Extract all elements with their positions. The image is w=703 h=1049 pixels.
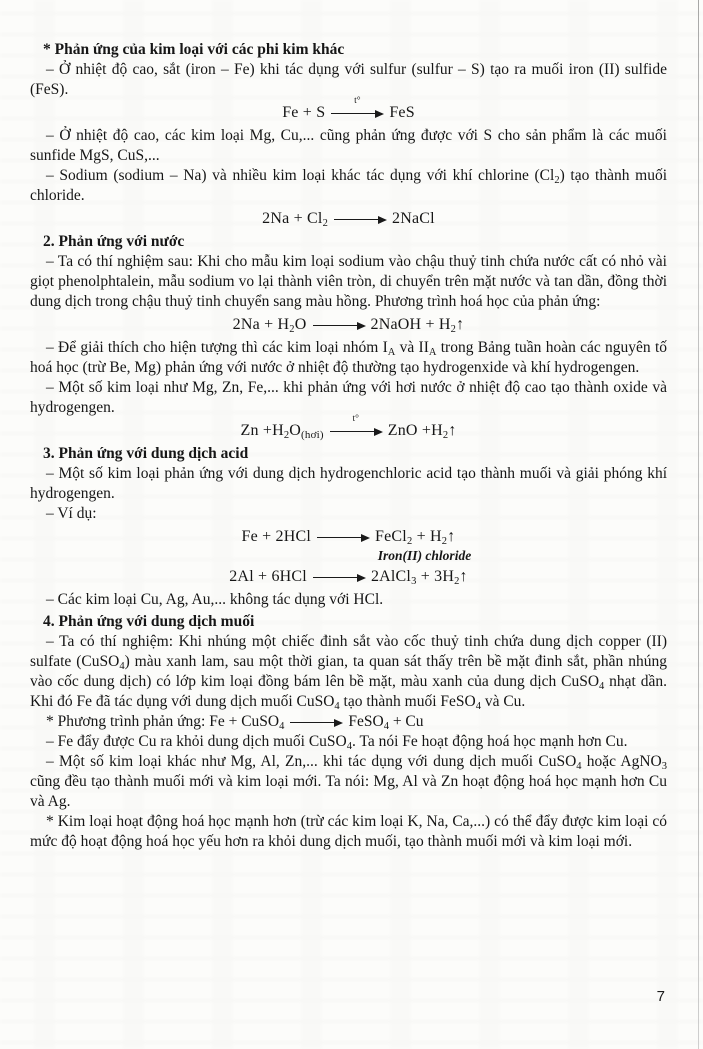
reaction-arrow-icon	[333, 211, 387, 224]
chemical-equation-na-cl2: $2Na + Cl_2$ 2NaCl	[262, 210, 435, 229]
section-heading-muoi: 4. Phản ứng với dung dịch muối	[43, 613, 255, 630]
reaction-arrow-icon	[312, 317, 366, 330]
paragraph: – Fe đẩy được Cu ra khỏi dung dịch muối CuSO$_4$. Ta nói Fe hoạt động hoá học mạnh hơn Cu.	[46, 733, 628, 752]
paragraph: – Sodium (sodium – Na) và nhiều kim loại khác tác dụng với khí chlorine $(Cl_2)$ tạo thành muối chloride.	[30, 167, 668, 204]
chemical-equation-fe-hcl: Fe + 2HCl FeCl$_2$ + $H_2↑$	[241, 528, 456, 547]
reaction-arrow-icon	[289, 714, 343, 727]
paragraph: – Các kim loại Cu, Ag, Au,... không tác dụng với HCl.	[46, 591, 384, 608]
paragraph: – Để giải thích cho hiện tượng thì các kim loại nhóm $I_A$ và $II_A$ trong Bảng tuần hoàn các nguyên tố hoá học (trừ Be, Mg) phản ứng với nước ở nhiệt độ thường tạo hydrogenxide và khí hydrogengen.	[30, 339, 668, 376]
scan-edge-line	[698, 0, 700, 1049]
paragraph: * Kim loại hoạt động hoá học mạnh hơn (trừ các kim loại K, Na, Ca,...) có thể đẩy được kim loại có mức độ hoạt động hoá học yếu hơn ra khỏi dung dịch muối, tạo thành muối mới và kim loại mới.	[30, 813, 667, 850]
reaction-arrow-icon	[316, 529, 370, 542]
page-number: 7	[656, 988, 665, 1005]
reaction-arrow-icon	[312, 569, 366, 582]
chemical-equation-zn-h2o: $Zn +H_2O_{(hơi)}$ t° ZnO $+H_2↑$	[240, 414, 457, 441]
reaction-arrow-icon: t°	[330, 105, 384, 118]
paragraph: – Ta có thí nghiệm sau: Khi cho mẫu kim loại sodium vào chậu thuỷ tinh chứa nước cất có nhỏ vài giọt phenolphtalein, mẫu sodium vo lại thành viên tròn, di chuyển trên mặt nước và tan dần, đồng thời dung dịch trong chậu thuỷ tinh chuyển sang màu hồng. Phương trình hoá học của phản ứng:	[30, 253, 667, 310]
section-heading-acid: 3. Phản ứng với dung dịch acid	[43, 445, 249, 462]
chemical-equation-na-h2o: $2Na + H_2O$ 2NaOH + $H_2↑$	[232, 316, 465, 335]
section-heading-nuoc: 2. Phản ứng với nước	[43, 233, 185, 250]
paragraph: – Ở nhiệt độ cao, sắt (iron – Fe) khi tác dụng với sulfur (sulfur – S) tạo ra muối iron (II) sulfide (FeS).	[30, 61, 667, 98]
paragraph: – Một số kim loại khác như Mg, Al, Zn,... khi tác dụng với dung dịch muối CuSO$_4$ hoặc AgNO$_3$ cũng đều tạo thành muối mới và kim loại mới. Ta nói: Mg, Al và Zn hoạt động hoá học mạnh hơn Cu và Ag.	[30, 753, 667, 810]
paragraph: – Ta có thí nghiệm: Khi nhúng một chiếc đinh sắt vào cốc thuỷ tinh chứa dung dịch copper (II) sulfate (CuSO$_4$) màu xanh lam, sau một thời gian, ta quan sát thấy trên bề mặt đinh sắt, phần nhúng vào cốc dung dịch) có lớp kim loại đồng bám lên bề mặt, màu xanh của dung dịch CuSO$_4$ nhạt dần. Khi đó Fe đã tác dụng với dung dịch muối CuSO$_4$ tạo thành muối FeSO$_4$ và Cu.	[30, 633, 667, 712]
paragraph: – Ví dụ:	[46, 505, 97, 522]
chemical-equation-al-hcl: 2Al + 6HCl 2AlCl$_3$ + $3H_2↑$	[229, 568, 468, 587]
paragraph: – Một số kim loại như Mg, Zn, Fe,... khi phản ứng với hơi nước ở nhiệt độ cao tạo thành oxide và hydrogengen.	[30, 379, 667, 416]
paragraph-inline-equation: * Phương trình phản ứng: Fe + CuSO$_4$ FeSO$_4$ + Cu	[46, 713, 424, 732]
equation-caption: Iron(II) chloride	[377, 548, 472, 563]
paragraph: – Một số kim loại phản ứng với dung dịch hydrogenchloric acid tạo thành muối và giải phóng khí hydrogengen.	[30, 465, 667, 502]
reaction-arrow-icon: t°	[329, 423, 383, 436]
chemical-equation-fe-s: Fe + S t° FeS	[282, 96, 415, 121]
section-heading-phi-kim: * Phản ứng của kim loại với các phi kim khác	[43, 41, 345, 58]
page-content	[30, 38, 667, 852]
paragraph: – Ở nhiệt độ cao, các kim loại Mg, Cu,... cũng phản ứng được với S cho sản phẩm là các muối sunfide MgS, CuS,...	[30, 127, 667, 164]
